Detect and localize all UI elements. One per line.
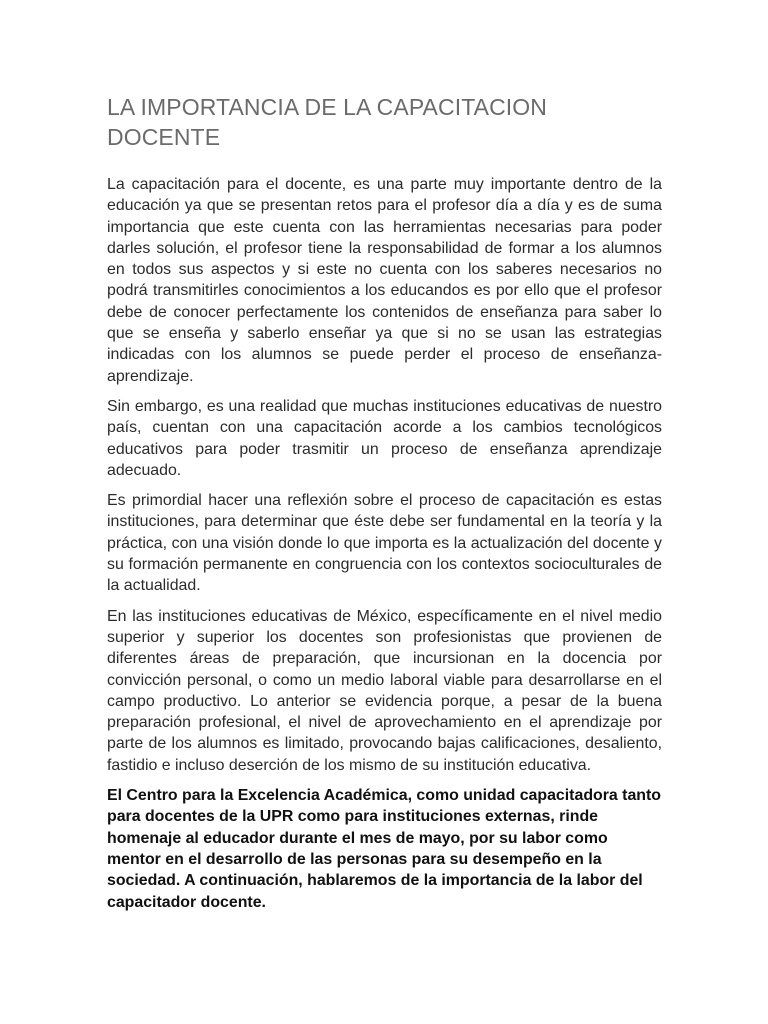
paragraph-5: El Centro para la Excelencia Académica, como unidad capacitadora tanto para docentes de la UPR como para instituciones externas, rinde homenaje al educador durante el mes de mayo, por su labor como mentor en el desarrollo de las personas para su desempeño en la sociedad. A continuación, hablaremos de la importancia de la labor del capacitador docente. (107, 787, 661, 911)
paragraph-3: Es primordial hacer una reflexión sobre el proceso de capacitación es estas instituciones, para determinar que éste debe ser fundamental en la teoría y la práctica, con una visión donde lo que importa es la actualización del docente y su formación permanente en congruencia con los contextos socioculturales de la actualidad. (107, 492, 662, 595)
paragraph-2: Sin embargo, es una realidad que muchas instituciones educativas de nuestro país, cuentan con una capacitación acorde a los cambios tecnológicos educativos para poder trasmitir un proceso de enseñanza aprendizaje adecuado. (107, 397, 662, 479)
paragraph-4: En las instituciones educativas de México, específicamente en el nivel medio superior y superior los docentes son profesionistas que provienen de diferentes áreas de preparación, que incursionan en la docencia por convicción personal, o como un medio laboral viable para desarrollarse en el campo productivo. Lo anterior se evidencia porque, a pesar de la buena preparación profesional, el nivel de aprovechamiento en el aprendizaje por parte de los alumnos es limitado, provocando bajas calificaciones, desaliento, fastidio e incluso deserción de los mismo de su institución educativa. (107, 607, 662, 774)
document-page (107, 92, 662, 922)
document-title: LA IMPORTANCIA DE LA CAPACITACION DOCENTE (107, 94, 547, 150)
paragraph-1: La capacitación para el docente, es una parte muy importante dentro de la educación ya que se presentan retos para el profesor día a día y es de suma importancia que este cuenta con las herramientas necesarias para poder darles solución, el profesor tiene la responsabilidad de formar a los alumnos en todos sus aspectos y si este no cuenta con los saberes necesarios no podrá transmitirles conocimientos a los educandos es por ello que el profesor debe de conocer perfectamente los contenidos de enseñanza para saber lo que se enseña y saberlo enseñar ya que si no se usan las estrategias indicadas con los alumnos se puede perder el proceso de enseñanza-aprendizaje. (107, 176, 662, 385)
